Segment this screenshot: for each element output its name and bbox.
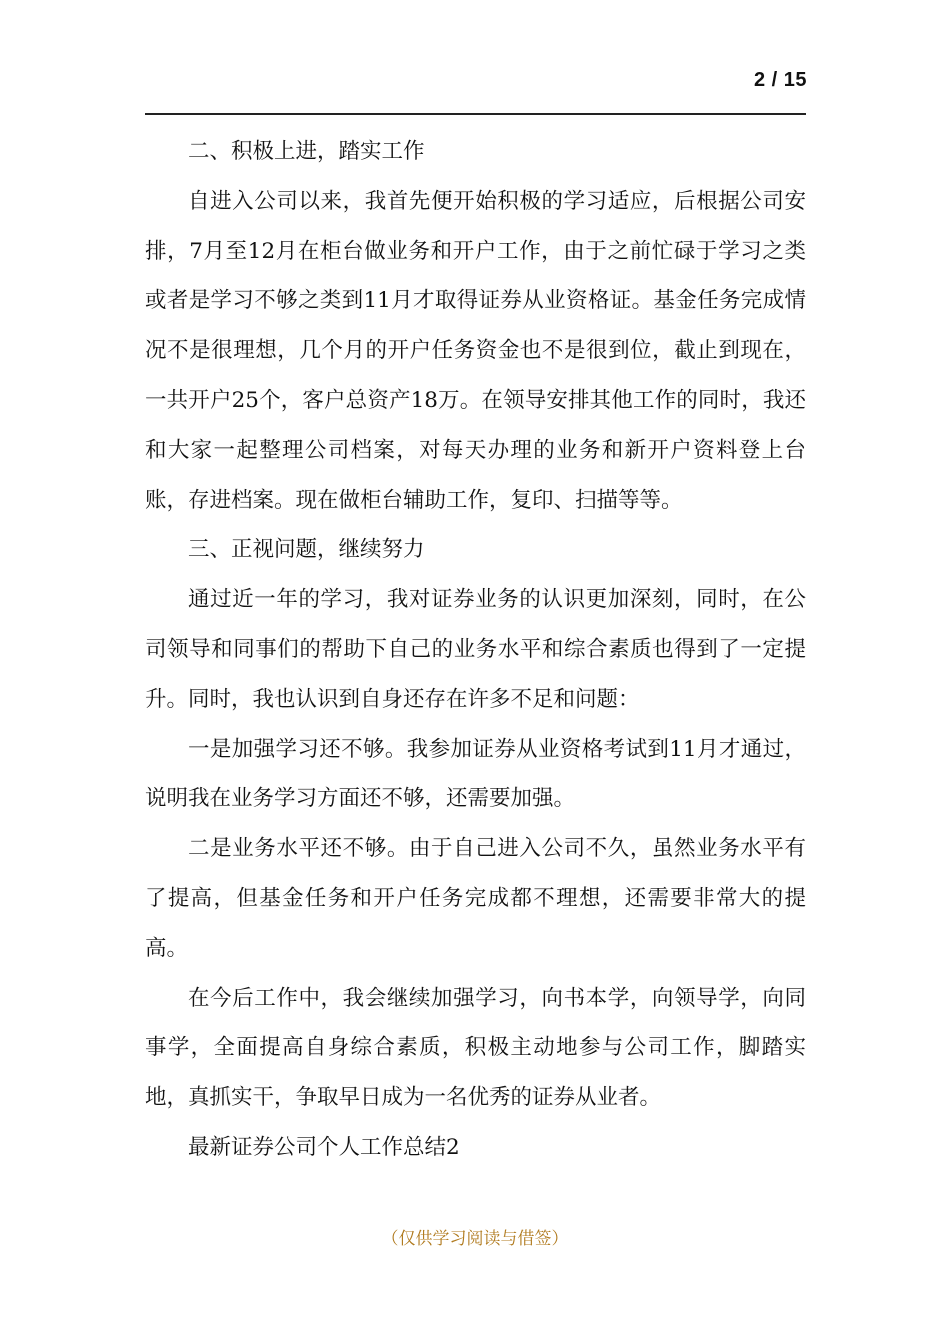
page-number: 2 / 15 xyxy=(753,69,807,91)
body-paragraph: 通过近一年的学习，我对证券业务的认识更加深刻，同时，在公司领导和同事们的帮助下自己的业务水平和综合素质也得到了一定提升。同时，我也认识到自身还存在许多不足和问题： xyxy=(145,587,806,712)
footer-disclaimer: （仅供学习阅读与借签） xyxy=(381,1229,569,1249)
section-heading-3: 三、正视问题，继续努力 xyxy=(188,537,425,563)
header-divider xyxy=(145,113,806,115)
body-paragraph: 一是加强学习还不够。我参加证券从业资格考试到11月才通过，说明我在业务学习方面还不够，还需要加强。 xyxy=(145,736,806,812)
next-document-title: 最新证券公司个人工作总结2 xyxy=(188,1134,460,1160)
document-body xyxy=(145,127,806,1173)
section-heading-2: 二、积极上进，踏实工作 xyxy=(188,139,425,164)
body-paragraph: 二是业务水平还不够。由于自己进入公司不久，虽然业务水平有了提高，但基金任务和开户任务完成都不理想，还需要非常大的提高。 xyxy=(145,836,806,961)
body-paragraph: 在今后工作中，我会继续加强学习，向书本学，向领导学，向同事学，全面提高自身综合素质，积极主动地参与公司工作，脚踏实地，真抓实干，争取早日成为一名优秀的证券从业者。 xyxy=(145,985,806,1111)
body-paragraph: 自进入公司以来，我首先便开始积极的学习适应，后根据公司安排，7月至12月在柜台做业务和开户工作，由于之前忙碌于学习之类或者是学习不够之类到11月才取得证券从业资格证。基金任务完成情况不是很理想，几个月的开户任务资金也不是很到位，截止到现在，一共开户25个，客户总资产18万。在领导安排其他工作的同时，我还和大家一起整理公司档案，对每天办理的业务和新开户资料登上台账，存进档案。现在做柜台辅助工作，复印、扫描等等。 xyxy=(145,188,806,513)
